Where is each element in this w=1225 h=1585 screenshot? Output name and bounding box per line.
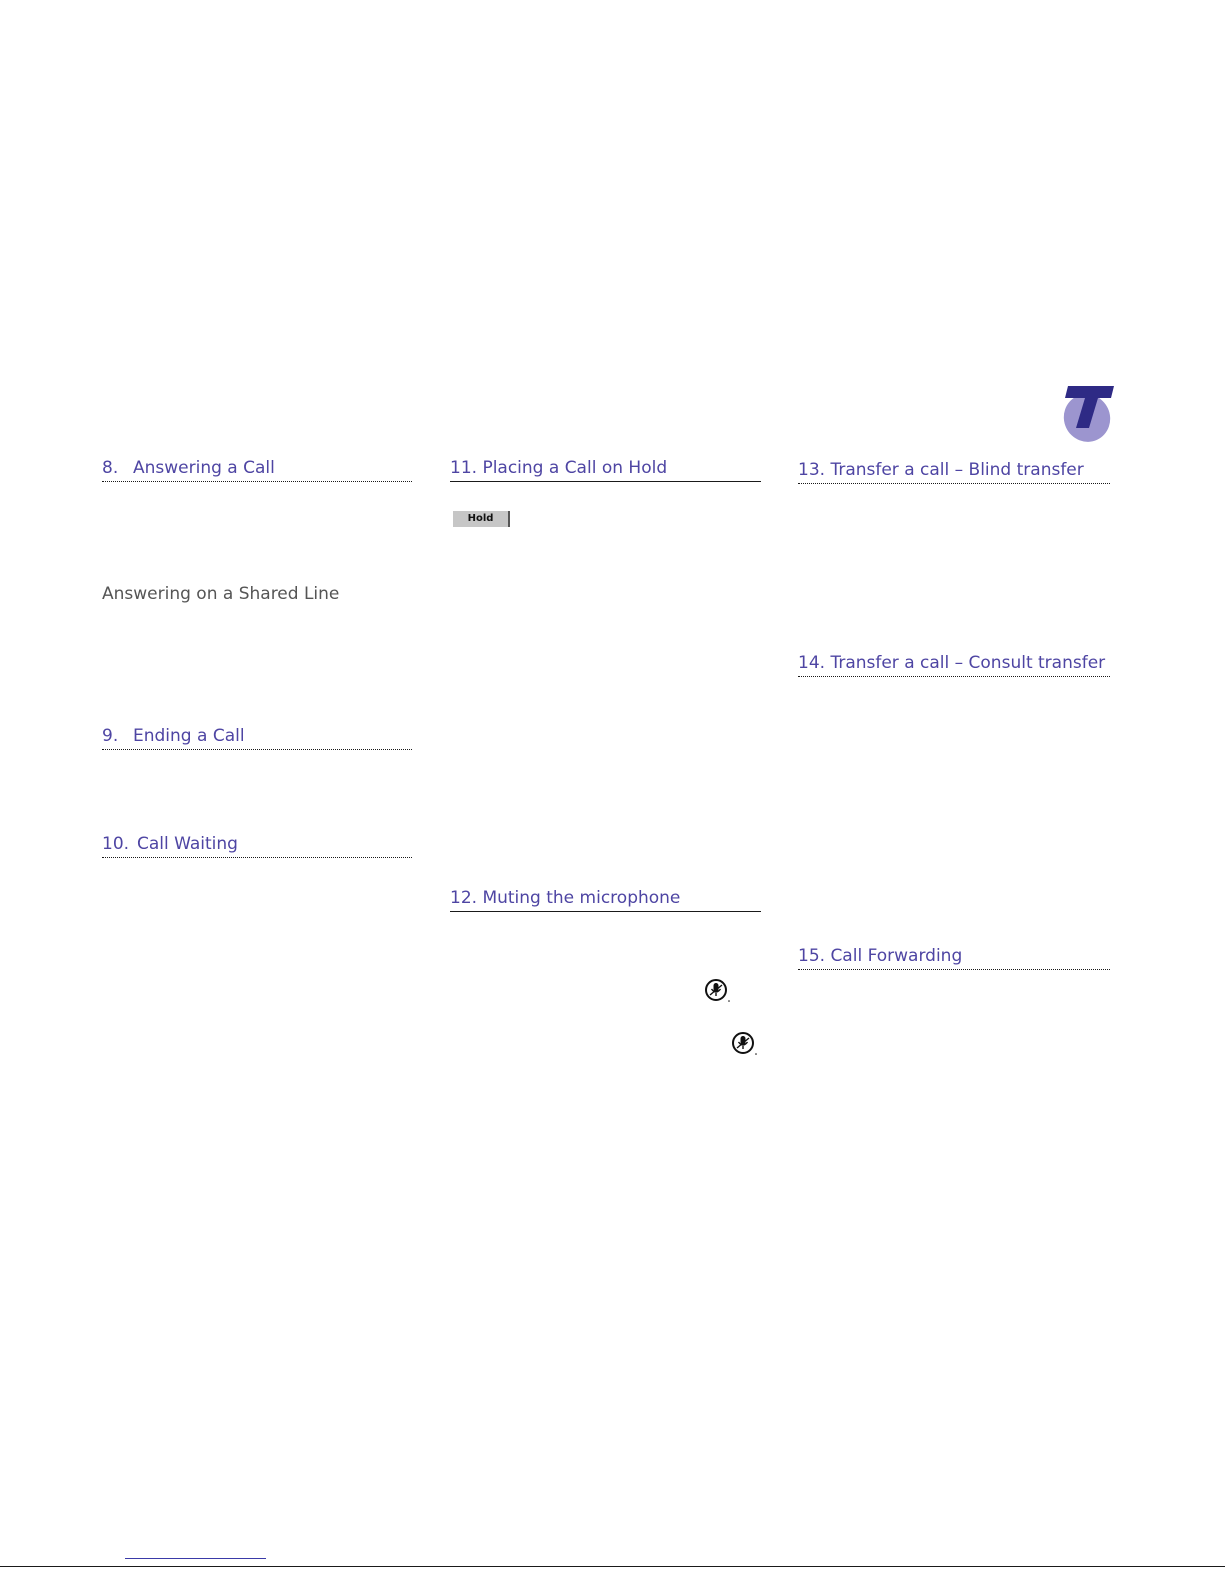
footer-divider — [0, 1566, 1225, 1567]
heading-placing-call-on-hold: 11. Placing a Call on Hold — [450, 457, 761, 482]
heading-answering-call — [102, 457, 412, 482]
footer-link-underline[interactable] — [125, 1558, 266, 1559]
heading-ending-call — [102, 725, 412, 750]
subheading-answering-shared-line: Answering on a Shared Line — [102, 584, 340, 604]
telstra-logo — [1060, 384, 1114, 444]
microphone-mute-icon — [731, 1031, 757, 1057]
heading-title: Answering a Call — [133, 458, 275, 478]
heading-number: 8. — [102, 458, 119, 478]
heading-muting-microphone: 12. Muting the microphone — [450, 887, 761, 912]
microphone-mute-icon — [704, 978, 730, 1004]
heading-transfer-blind: 13. Transfer a call – Blind transfer — [798, 459, 1110, 484]
heading-transfer-consult: 14. Transfer a call – Consult transfer — [798, 652, 1110, 677]
hold-button[interactable]: Hold — [453, 511, 510, 527]
heading-call-waiting — [102, 833, 412, 858]
heading-number: 9. — [102, 726, 119, 746]
heading-title: Call Waiting — [137, 834, 238, 854]
heading-number: 10. — [102, 834, 130, 854]
heading-call-forwarding: 15. Call Forwarding — [798, 945, 1110, 970]
heading-title: Ending a Call — [133, 726, 245, 746]
